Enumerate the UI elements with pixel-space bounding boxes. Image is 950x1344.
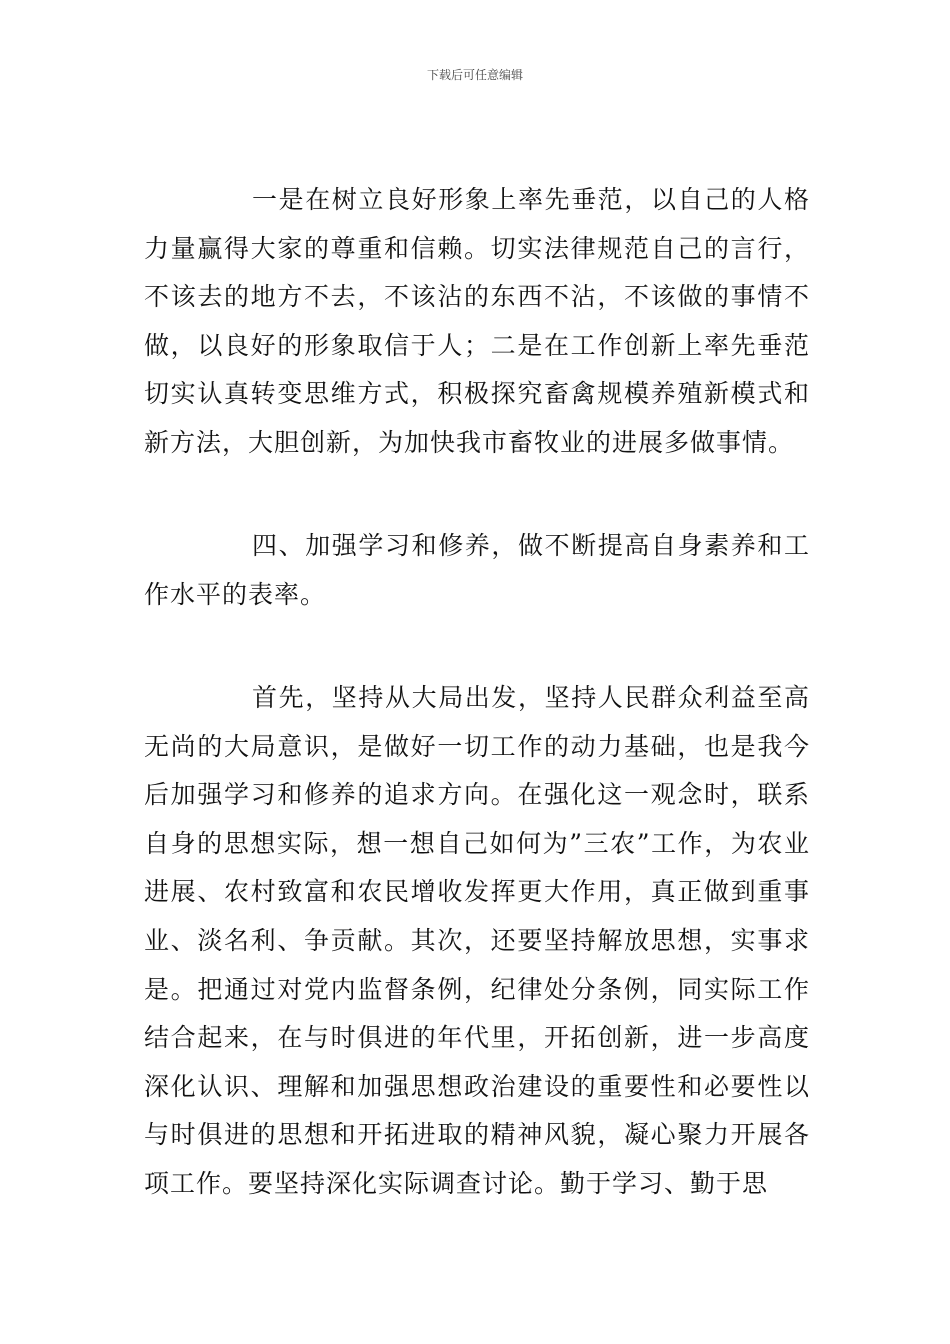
header-note: 下载后可任意编辑 [426, 68, 523, 82]
paragraph-leadership-example: 一是在树立良好形象上率先垂范，以自己的人格力量赢得大家的尊重和信赖。切实法律规范自己的言行，不该去的地方不去，不该沾的东西不沾，不该做的事情不做，以良好的形象取信于人；二是在工作创新上率先垂范切实认真转变思维方式，积极探究畜禽规模养殖新模式和新方法，大胆创新，为加快我市畜牧业的进展多做事情。 [144, 185, 810, 457]
paragraph-study-cultivation: 首先，坚持从大局出发，坚持人民群众利益至高无尚的大局意识，是做好一切工作的动力基础，也是我今后加强学习和修养的追求方向。在强化这一观念时，联系自身的思想实际，想一想自己如何为”三农”工作，为农业进展、农村致富和农民增收发挥更大作用，真正做到重事业、淡名利、争贡献。其次，还要坚持解放思想，实事求是。把通过对党内监督条例，纪律处分条例，同实际工作结合起来，在与时俱进的年代里，开拓创新，进一步高度深化认识、理解和加强思想政治建设的重要性和必要性以与时俱进的思想和开拓进取的精神风貌，凝心聚力开展各项工作。要坚持深化实际调查讨论。勤于学习、勤于思 [144, 683, 810, 1198]
section-heading-four: 四、加强学习和修养，做不断提高自身素养和工作水平的表率。 [144, 531, 810, 609]
